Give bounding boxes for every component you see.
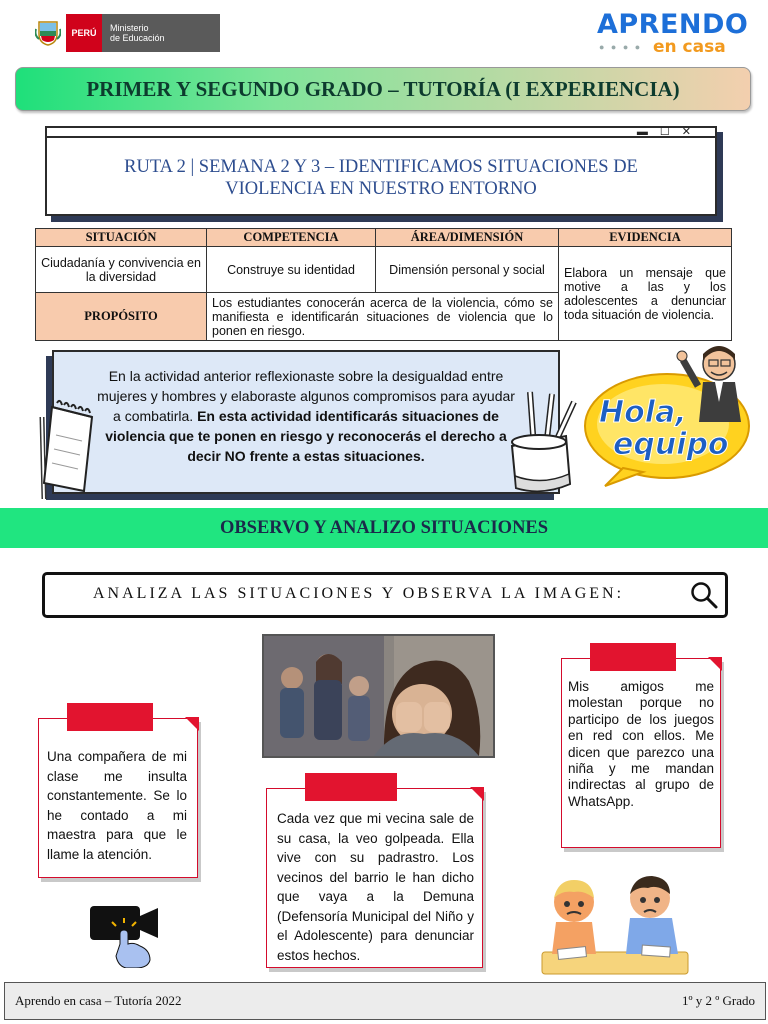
- footer-right-text: 1º y 2 º Grado: [681, 993, 755, 1008]
- search-bar: [42, 572, 728, 618]
- card-tab: [590, 643, 676, 671]
- intro-bold-text: En esta actividad identificarás situaciones de violencia que te ponen en riesgo y reconocerás el derecho a decir NO frente a estas situaciones.: [105, 408, 507, 464]
- cell-proposito-text: Los estudiantes conocerán acerca de la violencia, cómo se manifiesta e identificarán situaciones de violencia que lo ponen en riesgo.: [207, 293, 559, 341]
- situation-card-right: [561, 658, 721, 848]
- card-corner: [708, 657, 722, 671]
- aprendo-logo-text: APRENDO: [597, 9, 749, 40]
- svg-text:Hola,: Hola,: [599, 395, 687, 430]
- situation-card-middle: [266, 788, 483, 968]
- situation-text-left: Una compañera de mi clase me insulta constantemente. Se lo he contado a mi maestra para que le llame la atención.: [47, 749, 187, 862]
- section-band: [0, 508, 768, 548]
- header-area: ÁREA/DIMENSIÓN: [376, 229, 559, 247]
- title-banner: [15, 67, 751, 111]
- header-evidencia: EVIDENCIA: [559, 229, 732, 247]
- peru-label: PERÚ: [66, 14, 102, 52]
- cell-situacion: Ciudadanía y convivencia en la diversidad: [36, 247, 207, 293]
- situation-text-middle: Cada vez que mi vecina sale de su casa, la veo golpeada. Ella vive con su padrastro. Los vecinos del barrio le han dicho que vaya a la Demuna (Defensoría Municipal del Niño y el Adolescente) para denunciar estos hechos.: [277, 811, 474, 963]
- situation-card-left: [38, 718, 198, 878]
- page-title: PRIMER Y SEGUNDO GRADO – TUTORÍA (I EXPERIENCIA): [86, 76, 680, 101]
- pencil-cup-icon: [502, 388, 582, 496]
- en-casa-logo-text: en casa: [653, 37, 726, 57]
- bullying-photo: [262, 634, 495, 758]
- header-situacion: SITUACIÓN: [36, 229, 207, 247]
- intro-text: [94, 366, 518, 466]
- card-corner: [470, 787, 484, 801]
- situation-text-right: Mis amigos me molestan porque no participo de los juegos en red con ellos. Me dicen que parezco una niña y me mandan indirectas al grupo de WhatsApp.: [568, 679, 714, 809]
- kids-illustration: [538, 872, 694, 976]
- route-card: [45, 126, 717, 216]
- search-bar-label: ANALIZA LAS SITUACIONES Y OBSERVA LA IMAGEN:: [93, 585, 625, 602]
- card-tab: [67, 703, 153, 731]
- card-tab: [305, 773, 397, 801]
- window-bar: [47, 128, 715, 138]
- window-controls-icon: ▬☐✕: [636, 126, 703, 138]
- route-title: RUTA 2 | SEMANA 2 Y 3 – IDENTIFICAMOS SITUACIONES DE VIOLENCIA EN NUESTRO ENTORNO: [124, 157, 638, 199]
- video-camera-icon: [88, 904, 162, 968]
- aprendo-en-casa-logo: [597, 9, 749, 58]
- ministry-label: Ministerio de Educación: [110, 23, 165, 43]
- ministry-logo: [30, 14, 220, 52]
- coat-of-arms-icon: [30, 14, 66, 52]
- cell-competencia: Construye su identidad: [207, 247, 376, 293]
- logo-dots-icon: ● ● ● ●: [599, 42, 643, 52]
- cell-proposito-label: PROPÓSITO: [36, 293, 207, 341]
- notepad-icon: [30, 395, 100, 500]
- cell-area: Dimensión personal y social: [376, 247, 559, 293]
- footer: [4, 982, 766, 1020]
- hola-equipo-bubble: [583, 342, 758, 487]
- info-table: [35, 228, 732, 341]
- card-corner: [185, 717, 199, 731]
- intro-box: [52, 350, 560, 494]
- search-icon: [689, 580, 719, 610]
- footer-left-text: Aprendo en casa – Tutoría 2022: [15, 993, 182, 1008]
- table-row: [36, 247, 732, 293]
- table-header-row: [36, 229, 732, 247]
- intro-normal-text: En la actividad anterior reflexionaste sobre la desigualdad entre mujeres y hombres y elaboraste algunos compromisos para ayudar a combatirla.: [97, 368, 515, 424]
- cell-evidencia: Elabora un mensaje que motive a las y los adolescentes a denunciar toda situación de violencia.: [559, 247, 732, 341]
- section-title: OBSERVO Y ANALIZO SITUACIONES: [219, 517, 549, 538]
- svg-text:equipo: equipo: [613, 427, 729, 462]
- header-competencia: COMPETENCIA: [207, 229, 376, 247]
